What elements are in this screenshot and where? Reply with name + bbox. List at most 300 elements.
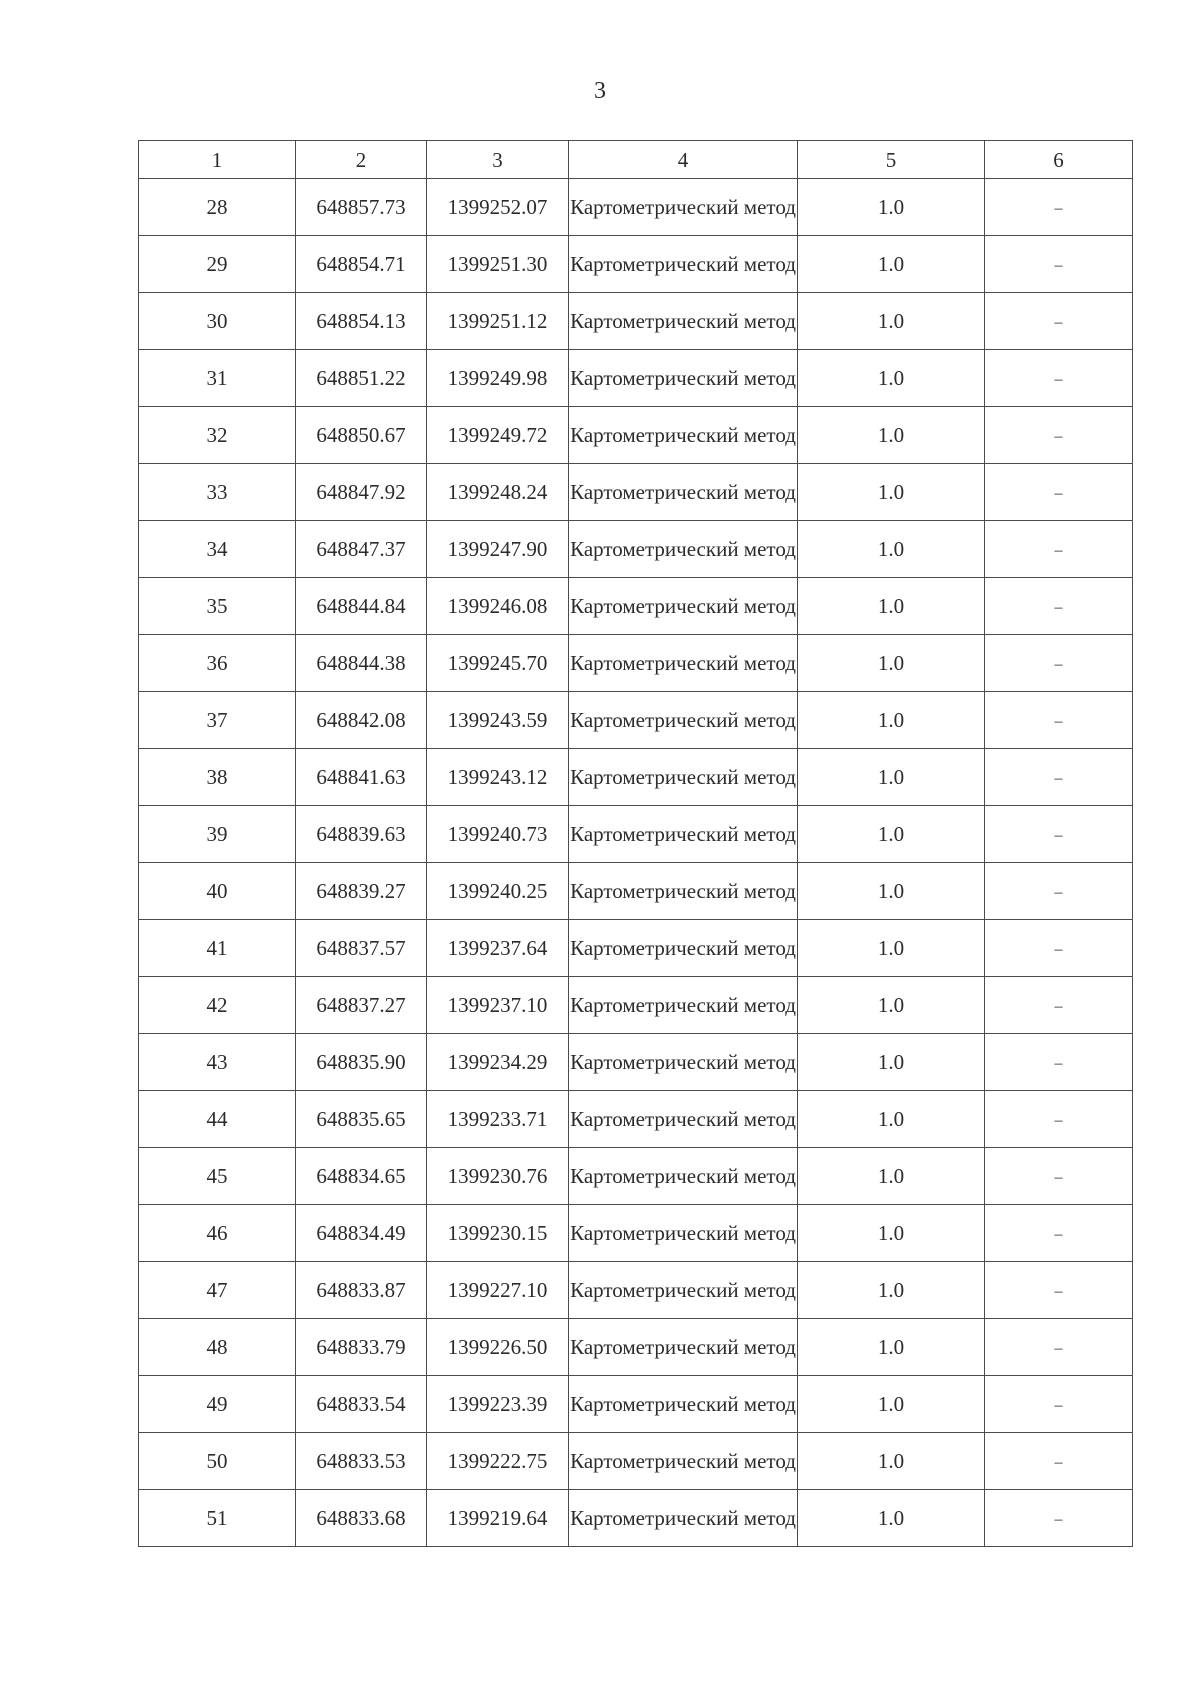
x-coordinate-cell	[296, 1376, 427, 1433]
point-number-cell	[139, 863, 296, 920]
note-cell	[985, 1376, 1133, 1433]
table-row	[139, 1148, 1133, 1205]
accuracy-cell-text: 1.0	[877, 708, 905, 732]
method-cell	[569, 1433, 798, 1490]
y-coordinate-cell-text: 1399240.25	[447, 879, 548, 903]
table-row	[139, 407, 1133, 464]
x-coordinate-cell-text: 648842.08	[316, 708, 406, 732]
method-cell	[569, 1205, 798, 1262]
x-coordinate-cell-text: 648847.92	[316, 480, 406, 504]
method-cell-text: Картометрический метод	[570, 593, 796, 618]
note-cell	[985, 521, 1133, 578]
note-cell	[985, 635, 1133, 692]
method-cell	[569, 749, 798, 806]
point-number-cell	[139, 236, 296, 293]
method-cell	[569, 635, 798, 692]
y-coordinate-cell-text: 1399243.12	[447, 765, 548, 789]
note-cell-text: –	[1054, 1168, 1063, 1186]
note-cell-text: –	[1054, 1225, 1063, 1243]
table-row	[139, 179, 1133, 236]
method-cell-text: Картометрический метод	[570, 1220, 796, 1245]
y-coordinate-cell-text: 1399243.59	[447, 708, 548, 732]
table-row	[139, 1091, 1133, 1148]
method-cell	[569, 977, 798, 1034]
note-cell-text: –	[1054, 1111, 1063, 1129]
note-cell-text: –	[1054, 1282, 1063, 1300]
y-coordinate-cell	[427, 521, 569, 578]
x-coordinate-cell-text: 648850.67	[316, 423, 406, 447]
point-number-cell-text: 51	[206, 1506, 228, 1530]
accuracy-cell-text: 1.0	[877, 651, 905, 675]
table-row	[139, 749, 1133, 806]
x-coordinate-cell	[296, 1433, 427, 1490]
note-cell	[985, 350, 1133, 407]
method-cell	[569, 464, 798, 521]
y-coordinate-cell-text: 1399230.76	[447, 1164, 548, 1188]
accuracy-cell	[798, 806, 985, 863]
point-number-cell	[139, 464, 296, 521]
header-cell-6: 6	[985, 141, 1133, 179]
y-coordinate-cell-text: 1399227.10	[447, 1278, 548, 1302]
x-coordinate-cell-text: 648854.71	[316, 252, 406, 276]
x-coordinate-cell-text: 648833.79	[316, 1335, 406, 1359]
method-cell-text: Картометрический метод	[570, 479, 796, 504]
method-cell	[569, 1319, 798, 1376]
note-cell-text: –	[1054, 826, 1063, 844]
accuracy-cell-text: 1.0	[877, 879, 905, 903]
method-cell-text: Картометрический метод	[570, 308, 796, 333]
point-number-cell-text: 35	[206, 594, 228, 618]
point-number-cell	[139, 920, 296, 977]
note-cell-text: –	[1054, 712, 1063, 730]
point-number-cell	[139, 1376, 296, 1433]
method-cell	[569, 236, 798, 293]
x-coordinate-cell-text: 648837.57	[316, 936, 406, 960]
accuracy-cell	[798, 635, 985, 692]
note-cell	[985, 1490, 1133, 1547]
point-number-cell	[139, 635, 296, 692]
point-number-cell-text: 31	[206, 366, 228, 390]
y-coordinate-cell	[427, 1490, 569, 1547]
method-cell-text: Картометрический метод	[570, 821, 796, 846]
note-cell	[985, 1262, 1133, 1319]
point-number-cell	[139, 749, 296, 806]
accuracy-cell-text: 1.0	[877, 1449, 905, 1473]
x-coordinate-cell	[296, 692, 427, 749]
x-coordinate-cell	[296, 464, 427, 521]
note-cell-text: –	[1054, 1396, 1063, 1414]
point-number-cell-text: 43	[206, 1050, 228, 1074]
method-cell-text: Картометрический метод	[570, 1334, 796, 1359]
accuracy-cell	[798, 692, 985, 749]
x-coordinate-cell-text: 648839.27	[316, 879, 406, 903]
note-cell	[985, 179, 1133, 236]
method-cell-text: Картометрический метод	[570, 935, 796, 960]
method-cell-text: Картометрический метод	[570, 764, 796, 789]
method-cell-text: Картометрический метод	[570, 878, 796, 903]
method-cell	[569, 1262, 798, 1319]
note-cell-text: –	[1054, 997, 1063, 1015]
y-coordinate-cell	[427, 635, 569, 692]
point-number-cell-text: 32	[206, 423, 228, 447]
x-coordinate-cell-text: 648835.65	[316, 1107, 406, 1131]
header-cell-1: 1	[139, 141, 296, 179]
x-coordinate-cell-text: 648841.63	[316, 765, 406, 789]
x-coordinate-cell	[296, 1205, 427, 1262]
accuracy-cell-text: 1.0	[877, 195, 905, 219]
method-cell-text: Картометрический метод	[570, 1106, 796, 1131]
y-coordinate-cell-text: 1399240.73	[447, 822, 548, 846]
accuracy-cell-text: 1.0	[877, 1392, 905, 1416]
note-cell-text: –	[1054, 598, 1063, 616]
point-number-cell	[139, 578, 296, 635]
x-coordinate-cell-text: 648833.54	[316, 1392, 406, 1416]
x-coordinate-cell	[296, 179, 427, 236]
point-number-cell	[139, 293, 296, 350]
point-number-cell	[139, 1034, 296, 1091]
note-cell	[985, 1433, 1133, 1490]
header-cell-5: 5	[798, 141, 985, 179]
x-coordinate-cell	[296, 1148, 427, 1205]
accuracy-cell	[798, 1262, 985, 1319]
note-cell-text: –	[1054, 484, 1063, 502]
x-coordinate-cell	[296, 521, 427, 578]
method-cell-text: Картометрический метод	[570, 1448, 796, 1473]
y-coordinate-cell-text: 1399246.08	[447, 594, 548, 618]
point-number-cell	[139, 1319, 296, 1376]
accuracy-cell	[798, 521, 985, 578]
accuracy-cell	[798, 293, 985, 350]
method-cell-text: Картометрический метод	[570, 1391, 796, 1416]
note-cell	[985, 749, 1133, 806]
table-row	[139, 521, 1133, 578]
table-row	[139, 578, 1133, 635]
note-cell-text: –	[1054, 769, 1063, 787]
accuracy-cell	[798, 407, 985, 464]
table-row	[139, 1376, 1133, 1433]
accuracy-cell-text: 1.0	[877, 480, 905, 504]
x-coordinate-cell-text: 648835.90	[316, 1050, 406, 1074]
table-row	[139, 464, 1133, 521]
method-cell-text: Картометрический метод	[570, 365, 796, 390]
y-coordinate-cell	[427, 350, 569, 407]
y-coordinate-cell	[427, 1205, 569, 1262]
table-row	[139, 293, 1133, 350]
note-cell	[985, 1091, 1133, 1148]
point-number-cell-text: 50	[206, 1449, 228, 1473]
note-cell-text: –	[1054, 1054, 1063, 1072]
table-row	[139, 977, 1133, 1034]
y-coordinate-cell	[427, 977, 569, 1034]
y-coordinate-cell	[427, 863, 569, 920]
method-cell-text: Картометрический метод	[570, 422, 796, 447]
x-coordinate-cell	[296, 749, 427, 806]
method-cell-text: Картометрический метод	[570, 1163, 796, 1188]
method-cell-text: Картометрический метод	[570, 1277, 796, 1302]
accuracy-cell	[798, 1091, 985, 1148]
y-coordinate-cell	[427, 1319, 569, 1376]
note-cell	[985, 863, 1133, 920]
point-number-cell	[139, 1433, 296, 1490]
note-cell	[985, 806, 1133, 863]
x-coordinate-cell-text: 648844.84	[316, 594, 406, 618]
point-number-cell	[139, 407, 296, 464]
y-coordinate-cell-text: 1399248.24	[447, 480, 548, 504]
x-coordinate-cell-text: 648847.37	[316, 537, 406, 561]
x-coordinate-cell-text: 648857.73	[316, 195, 406, 219]
method-cell	[569, 350, 798, 407]
accuracy-cell	[798, 863, 985, 920]
note-cell-text: –	[1054, 655, 1063, 673]
y-coordinate-cell	[427, 1262, 569, 1319]
point-number-cell-text: 42	[206, 993, 228, 1017]
x-coordinate-cell-text: 648834.49	[316, 1221, 406, 1245]
x-coordinate-cell	[296, 350, 427, 407]
x-coordinate-cell-text: 648851.22	[316, 366, 406, 390]
header-cell-2: 2	[296, 141, 427, 179]
point-number-cell-text: 49	[206, 1392, 228, 1416]
note-cell	[985, 1205, 1133, 1262]
note-cell	[985, 977, 1133, 1034]
point-number-cell	[139, 521, 296, 578]
accuracy-cell-text: 1.0	[877, 1107, 905, 1131]
point-number-cell-text: 40	[206, 879, 228, 903]
y-coordinate-cell-text: 1399219.64	[447, 1506, 548, 1530]
point-number-cell-text: 45	[206, 1164, 228, 1188]
header-cell-4: 4	[569, 141, 798, 179]
y-coordinate-cell	[427, 806, 569, 863]
x-coordinate-cell	[296, 1262, 427, 1319]
method-cell	[569, 1091, 798, 1148]
y-coordinate-cell-text: 1399222.75	[447, 1449, 548, 1473]
table-row	[139, 1490, 1133, 1547]
coordinates-table	[138, 140, 1133, 1547]
x-coordinate-cell-text: 648837.27	[316, 993, 406, 1017]
accuracy-cell-text: 1.0	[877, 993, 905, 1017]
accuracy-cell-text: 1.0	[877, 936, 905, 960]
method-cell	[569, 578, 798, 635]
point-number-cell-text: 44	[206, 1107, 228, 1131]
y-coordinate-cell-text: 1399237.64	[447, 936, 548, 960]
accuracy-cell-text: 1.0	[877, 1050, 905, 1074]
x-coordinate-cell-text: 648833.68	[316, 1506, 406, 1530]
table-row	[139, 1205, 1133, 1262]
x-coordinate-cell	[296, 1034, 427, 1091]
method-cell	[569, 293, 798, 350]
y-coordinate-cell	[427, 1433, 569, 1490]
accuracy-cell-text: 1.0	[877, 252, 905, 276]
note-cell	[985, 578, 1133, 635]
method-cell-text: Картометрический метод	[570, 1505, 796, 1530]
y-coordinate-cell	[427, 692, 569, 749]
accuracy-cell-text: 1.0	[877, 1164, 905, 1188]
table-row	[139, 1262, 1133, 1319]
x-coordinate-cell-text: 648839.63	[316, 822, 406, 846]
page-number: 3	[594, 78, 606, 104]
y-coordinate-cell-text: 1399245.70	[447, 651, 548, 675]
table-row	[139, 635, 1133, 692]
y-coordinate-cell-text: 1399252.07	[447, 195, 548, 219]
method-cell-text: Картометрический метод	[570, 707, 796, 732]
x-coordinate-cell-text: 648834.65	[316, 1164, 406, 1188]
point-number-cell-text: 46	[206, 1221, 228, 1245]
y-coordinate-cell	[427, 1034, 569, 1091]
table-row	[139, 1034, 1133, 1091]
point-number-cell-text: 33	[206, 480, 228, 504]
y-coordinate-cell-text: 1399230.15	[447, 1221, 548, 1245]
note-cell	[985, 464, 1133, 521]
x-coordinate-cell	[296, 293, 427, 350]
y-coordinate-cell-text: 1399237.10	[447, 993, 548, 1017]
x-coordinate-cell	[296, 1091, 427, 1148]
method-cell	[569, 1490, 798, 1547]
table-row	[139, 1433, 1133, 1490]
method-cell	[569, 920, 798, 977]
table-body	[139, 179, 1133, 1547]
method-cell-text: Картометрический метод	[570, 1049, 796, 1074]
accuracy-cell	[798, 1433, 985, 1490]
method-cell-text: Картометрический метод	[570, 251, 796, 276]
point-number-cell-text: 34	[206, 537, 228, 561]
accuracy-cell	[798, 578, 985, 635]
point-number-cell-text: 36	[206, 651, 228, 675]
note-cell-text: –	[1054, 1453, 1063, 1471]
x-coordinate-cell-text: 648854.13	[316, 309, 406, 333]
accuracy-cell	[798, 464, 985, 521]
method-cell	[569, 692, 798, 749]
y-coordinate-cell-text: 1399249.72	[447, 423, 548, 447]
note-cell-text: –	[1054, 1339, 1063, 1357]
method-cell	[569, 806, 798, 863]
note-cell-text: –	[1054, 370, 1063, 388]
point-number-cell	[139, 350, 296, 407]
accuracy-cell-text: 1.0	[877, 366, 905, 390]
point-number-cell-text: 39	[206, 822, 228, 846]
x-coordinate-cell	[296, 635, 427, 692]
x-coordinate-cell	[296, 1490, 427, 1547]
x-coordinate-cell	[296, 236, 427, 293]
point-number-cell-text: 41	[206, 936, 228, 960]
y-coordinate-cell-text: 1399234.29	[447, 1050, 548, 1074]
x-coordinate-cell	[296, 806, 427, 863]
accuracy-cell-text: 1.0	[877, 1335, 905, 1359]
accuracy-cell-text: 1.0	[877, 765, 905, 789]
accuracy-cell	[798, 749, 985, 806]
accuracy-cell	[798, 1034, 985, 1091]
y-coordinate-cell	[427, 1376, 569, 1433]
table-row	[139, 806, 1133, 863]
y-coordinate-cell	[427, 749, 569, 806]
point-number-cell-text: 48	[206, 1335, 228, 1359]
header-row	[139, 141, 1133, 179]
y-coordinate-cell-text: 1399251.30	[447, 252, 548, 276]
y-coordinate-cell	[427, 293, 569, 350]
point-number-cell-text: 47	[206, 1278, 228, 1302]
accuracy-cell-text: 1.0	[877, 594, 905, 618]
method-cell	[569, 179, 798, 236]
method-cell	[569, 863, 798, 920]
x-coordinate-cell	[296, 920, 427, 977]
y-coordinate-cell-text: 1399233.71	[447, 1107, 548, 1131]
point-number-cell	[139, 1091, 296, 1148]
y-coordinate-cell	[427, 236, 569, 293]
y-coordinate-cell	[427, 179, 569, 236]
y-coordinate-cell-text: 1399223.39	[447, 1392, 548, 1416]
accuracy-cell-text: 1.0	[877, 1221, 905, 1245]
y-coordinate-cell	[427, 1091, 569, 1148]
accuracy-cell	[798, 1319, 985, 1376]
y-coordinate-cell-text: 1399251.12	[447, 309, 548, 333]
x-coordinate-cell-text: 648833.87	[316, 1278, 406, 1302]
point-number-cell	[139, 692, 296, 749]
note-cell-text: –	[1054, 940, 1063, 958]
method-cell	[569, 1376, 798, 1433]
point-number-cell	[139, 977, 296, 1034]
method-cell-text: Картометрический метод	[570, 536, 796, 561]
table-header	[139, 141, 1133, 179]
point-number-cell-text: 37	[206, 708, 228, 732]
method-cell	[569, 1034, 798, 1091]
x-coordinate-cell	[296, 578, 427, 635]
point-number-cell	[139, 1262, 296, 1319]
accuracy-cell	[798, 179, 985, 236]
y-coordinate-cell-text: 1399226.50	[447, 1335, 548, 1359]
table-row	[139, 692, 1133, 749]
note-cell-text: –	[1054, 883, 1063, 901]
note-cell	[985, 920, 1133, 977]
accuracy-cell	[798, 1490, 985, 1547]
table-row	[139, 350, 1133, 407]
note-cell	[985, 1034, 1133, 1091]
accuracy-cell	[798, 1205, 985, 1262]
table-row	[139, 1319, 1133, 1376]
method-cell	[569, 1148, 798, 1205]
accuracy-cell	[798, 977, 985, 1034]
point-number-cell	[139, 1205, 296, 1262]
note-cell	[985, 692, 1133, 749]
x-coordinate-cell-text: 648844.38	[316, 651, 406, 675]
method-cell-text: Картометрический метод	[570, 650, 796, 675]
accuracy-cell-text: 1.0	[877, 537, 905, 561]
accuracy-cell	[798, 350, 985, 407]
method-cell	[569, 521, 798, 578]
y-coordinate-cell-text: 1399247.90	[447, 537, 548, 561]
point-number-cell-text: 28	[206, 195, 228, 219]
accuracy-cell-text: 1.0	[877, 423, 905, 447]
note-cell-text: –	[1054, 256, 1063, 274]
accuracy-cell	[798, 920, 985, 977]
table-row	[139, 863, 1133, 920]
point-number-cell	[139, 806, 296, 863]
point-number-cell	[139, 1148, 296, 1205]
point-number-cell	[139, 179, 296, 236]
note-cell-text: –	[1054, 199, 1063, 217]
note-cell-text: –	[1054, 541, 1063, 559]
accuracy-cell-text: 1.0	[877, 822, 905, 846]
accuracy-cell	[798, 236, 985, 293]
accuracy-cell-text: 1.0	[877, 309, 905, 333]
method-cell-text: Картометрический метод	[570, 992, 796, 1017]
point-number-cell-text: 29	[206, 252, 228, 276]
x-coordinate-cell	[296, 1319, 427, 1376]
table-row	[139, 236, 1133, 293]
method-cell	[569, 407, 798, 464]
accuracy-cell	[798, 1376, 985, 1433]
y-coordinate-cell	[427, 407, 569, 464]
note-cell-text: –	[1054, 427, 1063, 445]
accuracy-cell-text: 1.0	[877, 1506, 905, 1530]
x-coordinate-cell-text: 648833.53	[316, 1449, 406, 1473]
